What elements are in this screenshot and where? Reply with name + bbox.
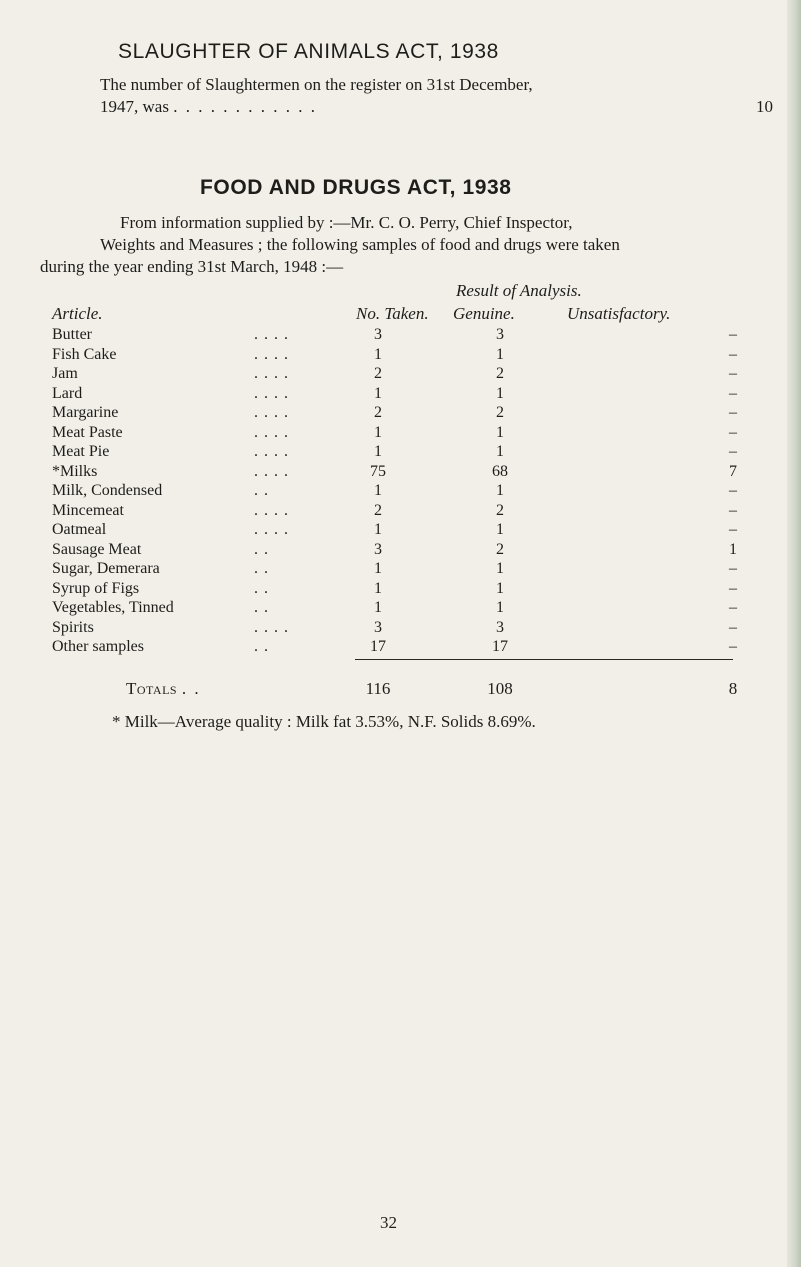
slaughter-leader-dots: . . . . . . . . . . . . (173, 97, 317, 116)
food-intro-line3: during the year ending 31st March, 1948 :— (40, 257, 344, 276)
row-leader-dots: . . . . (254, 619, 289, 636)
row-unsatisfactory: 1 (729, 541, 737, 558)
milk-footnote: * Milk—Average quality : Milk fat 3.53%, N.F. Solids 8.69%. (112, 712, 536, 731)
slaughtermen-count: 10 (756, 97, 773, 116)
row-genuine: 1 (496, 346, 504, 363)
row-leader-dots: . . . . (254, 326, 289, 343)
row-taken: 3 (374, 326, 382, 343)
page-edge-shadow (787, 0, 801, 1267)
row-article: *Milks (52, 463, 98, 480)
row-taken: 2 (374, 404, 382, 421)
row-taken: 1 (374, 385, 382, 402)
totals-taken: 116 (365, 679, 391, 698)
row-taken: 75 (370, 463, 386, 480)
row-genuine: 1 (496, 424, 504, 441)
row-genuine: 3 (496, 326, 504, 343)
row-leader-dots: . . . . (254, 463, 289, 480)
row-unsatisfactory: – (729, 326, 737, 343)
row-taken: 1 (374, 482, 382, 499)
totals-label (126, 679, 201, 699)
food-drugs-heading: FOOD AND DRUGS ACT, 1938 (200, 176, 512, 199)
row-genuine: 1 (496, 580, 504, 597)
food-intro-line2: Weights and Measures ; the following samples of food and drugs were taken (100, 235, 620, 254)
row-leader-dots: . . . . (254, 346, 289, 363)
row-article: Sausage Meat (52, 541, 142, 558)
totals-genuine: 108 (487, 679, 513, 698)
slaughter-text-line1: The number of Slaughtermen on the register on 31st December, (100, 75, 533, 94)
row-leader-dots: . . . . (254, 502, 289, 519)
row-article: Fish Cake (52, 346, 117, 363)
row-article: Butter (52, 326, 92, 343)
row-taken: 1 (374, 346, 382, 363)
row-leader-dots: . . (254, 482, 269, 499)
page-number: 32 (380, 1213, 397, 1232)
totals-dots: . . (181, 679, 201, 698)
row-taken: 1 (374, 560, 382, 577)
row-leader-dots: . . (254, 599, 269, 616)
row-article: Milk, Condensed (52, 482, 163, 499)
column-header-article: Article. (52, 304, 103, 323)
totals-label-text: Totals (126, 679, 178, 698)
row-article: Syrup of Figs (52, 580, 140, 597)
row-article: Meat Paste (52, 424, 123, 441)
row-taken: 17 (370, 638, 386, 655)
row-unsatisfactory: – (729, 599, 737, 616)
row-leader-dots: . . . . (254, 404, 289, 421)
row-article: Meat Pie (52, 443, 110, 460)
row-taken: 3 (374, 541, 382, 558)
row-article: Margarine (52, 404, 119, 421)
row-article: Mincemeat (52, 502, 124, 519)
row-unsatisfactory: – (729, 404, 737, 421)
row-unsatisfactory: – (729, 482, 737, 499)
row-leader-dots: . . . . (254, 424, 289, 441)
row-taken: 1 (374, 599, 382, 616)
slaughter-heading: SLAUGHTER OF ANIMALS ACT, 1938 (118, 40, 499, 63)
row-unsatisfactory: – (729, 619, 737, 636)
slaughter-text-line2 (100, 97, 317, 117)
row-genuine: 1 (496, 599, 504, 616)
row-unsatisfactory: – (729, 424, 737, 441)
row-leader-dots: . . . . (254, 365, 289, 382)
row-unsatisfactory: – (729, 560, 737, 577)
row-genuine: 2 (496, 502, 504, 519)
totals-rule (355, 659, 733, 660)
row-taken: 1 (374, 521, 382, 538)
row-leader-dots: . . (254, 638, 269, 655)
row-genuine: 2 (496, 541, 504, 558)
row-article: Vegetables, Tinned (52, 599, 174, 616)
row-genuine: 1 (496, 560, 504, 577)
row-article: Sugar, Demerara (52, 560, 160, 577)
row-taken: 2 (374, 365, 382, 382)
row-leader-dots: . . (254, 580, 269, 597)
row-taken: 2 (374, 502, 382, 519)
row-unsatisfactory: – (729, 365, 737, 382)
row-article: Oatmeal (52, 521, 107, 538)
food-intro-line1: From information supplied by :—Mr. C. O. Perry, Chief Inspector, (120, 213, 573, 232)
row-leader-dots: . . . . (254, 443, 289, 460)
row-unsatisfactory: – (729, 385, 737, 402)
row-unsatisfactory: – (729, 502, 737, 519)
row-unsatisfactory: – (729, 580, 737, 597)
row-article: Spirits (52, 619, 94, 636)
row-unsatisfactory: – (729, 346, 737, 363)
row-leader-dots: . . . . (254, 385, 289, 402)
row-unsatisfactory: – (729, 521, 737, 538)
row-genuine: 2 (496, 365, 504, 382)
result-of-analysis-header: Result of Analysis. (456, 281, 582, 300)
row-genuine: 1 (496, 443, 504, 460)
column-header-genuine: Genuine. (453, 304, 515, 323)
row-genuine: 2 (496, 404, 504, 421)
row-taken: 1 (374, 580, 382, 597)
column-header-taken: No. Taken. (356, 304, 429, 323)
row-article: Other samples (52, 638, 144, 655)
row-unsatisfactory: – (729, 638, 737, 655)
row-genuine: 1 (496, 482, 504, 499)
totals-unsatisfactory: 8 (728, 679, 738, 698)
row-taken: 1 (374, 443, 382, 460)
row-taken: 3 (374, 619, 382, 636)
row-genuine: 1 (496, 521, 504, 538)
row-genuine: 1 (496, 385, 504, 402)
slaughter-year-text: 1947, was (100, 97, 169, 116)
row-genuine: 3 (496, 619, 504, 636)
row-unsatisfactory: – (729, 443, 737, 460)
row-leader-dots: . . (254, 541, 269, 558)
row-leader-dots: . . . . (254, 521, 289, 538)
row-leader-dots: . . (254, 560, 269, 577)
row-unsatisfactory: 7 (729, 463, 737, 480)
row-genuine: 17 (492, 638, 508, 655)
row-genuine: 68 (492, 463, 508, 480)
row-article: Jam (52, 365, 78, 382)
row-taken: 1 (374, 424, 382, 441)
row-article: Lard (52, 385, 83, 402)
column-header-unsatisfactory: Unsatisfactory. (567, 304, 671, 323)
